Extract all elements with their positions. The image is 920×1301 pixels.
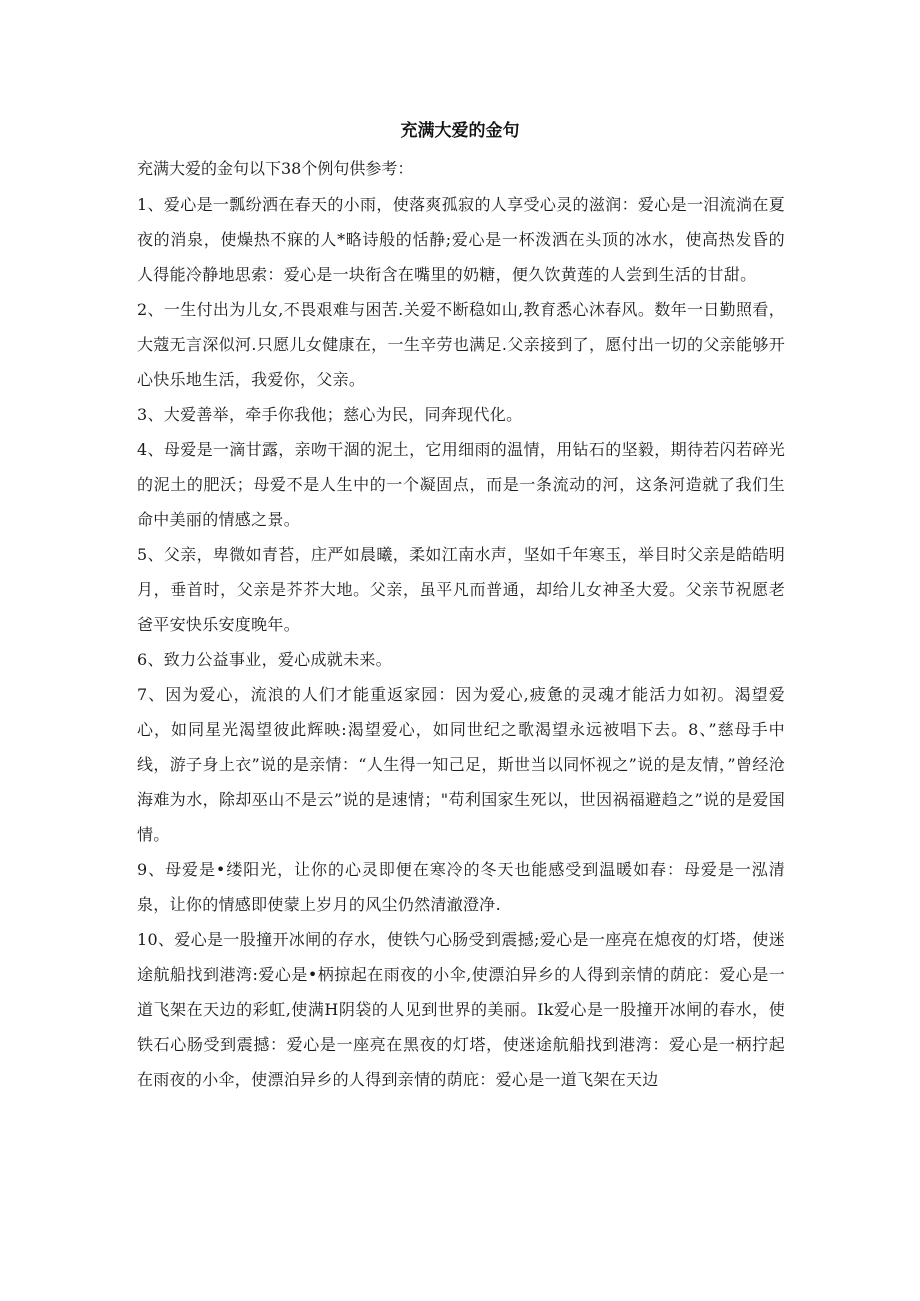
paragraph-6: 6、致力公益事业，爱心成就未来。	[137, 650, 392, 669]
paragraph-9: 9、母爱是•缕阳光，让你的心灵即便在寒冷的冬天也能感受到温暖如春：母爱是一泓清泉，让你的情感即使蒙上岁月的风尘仍然清澈澄净.	[137, 860, 785, 914]
document-body	[137, 155, 785, 1097]
paragraph-4: 4、母爱是一滴甘露，亲吻干涸的泥土，它用细雨的温情，用钻石的坚毅，期待若闪若碎光的泥土的肥沃；母爱不是人生中的一个凝固点，而是一条流动的河，这条河造就了我们生命中美丽的情感之景。	[137, 440, 785, 529]
paragraph-10: 10、爱心是一股撞开冰闸的存水，使铁勺心肠受到震撼;爱心是一座亮在熄夜的灯塔，使迷途航船找到港湾:爱心是•柄掠起在雨夜的小伞,使漂泊异乡的人得到亲情的荫庇：爱心是一道飞架在天边的彩虹,使满H阴袋的人见到世界的美丽。Ik爱心是一股撞开冰闸的春水，使铁石心肠受到震撼：爱心是一座亮在黑夜的灯塔，使迷途航船找到港湾：爱心是一柄拧起在雨夜的小伞，使漂泊异乡的人得到亲情的荫庇：爱心是一道飞架在天边	[137, 930, 785, 1089]
paragraph-7: 7、因为爱心，流浪的人们才能重返家园：因为爱心,疲惫的灵魂才能活力如初。渴望爱心，如同星光渴望彼此辉映:渴望爱心，如同世纪之歌渴望永远被唱下去。8、”慈母手中线，游子身上衣”说的是亲情：“人生得一知己足，斯世当以同怀视之”说的是友情，”曾经沧海难为水，除却巫山不是云”说的是速情；"苟利国家生死以，世因祸福避趋之”说的是爱国情。	[137, 685, 785, 844]
paragraph-3: 3、大爱善举，牵手你我他；慈心为民，同奔现代化。	[137, 405, 523, 424]
paragraph-5: 5、父亲，卑微如青苔，庄严如晨曦，柔如江南水声，坚如千年寒玉，举目时父亲是皓皓明月，垂首时，父亲是芥芥大地。父亲，虽平凡而普通，却给儿女神圣大爱。父亲节祝愿老爸平安快乐安度晚年。	[137, 545, 785, 634]
paragraph-2: 2、一生付出为儿女,不畏艰难与困苦.关爱不断稳如山,教育悉心沐春风。数年一日勤照看，大蔻无言深似河.只愿儿女健康在，一生辛劳也满足.父亲接到了，愿付出一切的父亲能够开心快乐地生活，我爱你，父亲。	[137, 300, 785, 389]
paragraph-1: 1、爱心是一瓢纷洒在春天的小雨，使落爽孤寂的人享受心灵的滋润：爱心是一泪流淌在夏夜的消泉，使燥热不寐的人*略诗般的恬静;爱心是一杯泼洒在头顶的冰水，使高热发昏的人得能冷静地思索：爱心是一块衔含在嘴里的奶糖，便久饮黄莲的人尝到生活的甘甜。	[137, 195, 785, 284]
intro-paragraph: 充满大爱的金句以下38个例句供参考：	[137, 159, 414, 178]
page-title: 充满大爱的金句	[400, 121, 520, 141]
